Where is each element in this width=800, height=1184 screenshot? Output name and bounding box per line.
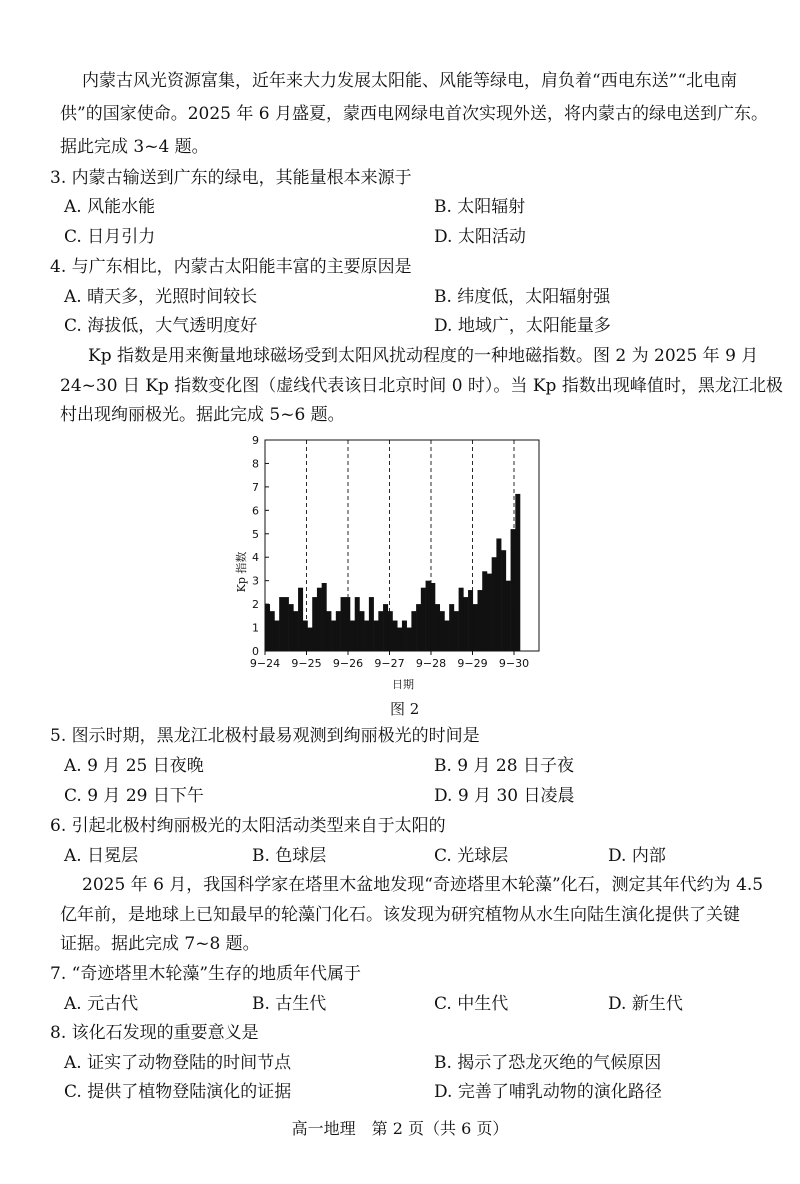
y-tick-label: 1 — [252, 621, 259, 635]
bar — [364, 621, 369, 651]
bar — [378, 611, 383, 651]
question-6-option-c: C. 光球层 — [434, 846, 509, 866]
bar — [279, 597, 284, 651]
question-3-option-d: D. 太阳活动 — [434, 227, 526, 247]
question-4-option-c: C. 海拔低，大气透明度好 — [64, 316, 258, 336]
bar — [293, 611, 298, 651]
x-tick-label: 9−25 — [291, 657, 322, 670]
question-7-option-b: B. 古生代 — [252, 994, 327, 1014]
question-5-option-d: D. 9 月 30 日凌晨 — [434, 786, 575, 806]
question-7-option-a: A. 元古代 — [64, 994, 139, 1014]
y-axis-label: Kp 指数 — [235, 551, 248, 593]
bar — [388, 611, 393, 651]
bar — [284, 597, 289, 651]
y-tick-label: 9 — [252, 434, 259, 447]
y-tick-label: 8 — [252, 457, 259, 471]
intro-1-line-1: 内蒙古风光资源富集，近年来大力发展太阳能、风能等绿电，肩负着“西电东送”“北电南 — [82, 71, 738, 91]
bar — [312, 597, 317, 651]
bar — [308, 628, 313, 651]
question-6-option-d: D. 内部 — [608, 846, 666, 866]
question-3-option-b: B. 太阳辐射 — [434, 197, 526, 217]
x-axis-label: 日期 — [392, 678, 414, 691]
bar — [459, 588, 464, 651]
question-4-stem: 4. 与广东相比，内蒙古太阳能丰富的主要原因是 — [50, 257, 412, 277]
question-8-option-c: C. 提供了植物登陆演化的证据 — [64, 1082, 292, 1102]
bar — [468, 590, 473, 651]
question-8-option-d: D. 完善了哺乳动物的演化路径 — [434, 1082, 662, 1102]
bar — [482, 571, 487, 651]
bar — [374, 621, 379, 651]
bar — [270, 611, 275, 651]
bar — [440, 611, 445, 651]
bar — [487, 574, 492, 651]
question-3-option-a: A. 风能水能 — [64, 197, 156, 217]
bar — [515, 494, 520, 651]
x-tick-label: 9−26 — [332, 657, 364, 670]
intro-1-line-2: 供”的国家使命。2025 年 6 月盛夏，蒙西电网绿电首次实现外送，将内蒙古的绿电送到广东。 — [60, 104, 768, 124]
intro-3-line-2: 亿年前，是地球上已知最早的轮藻门化石。该发现为研究植物从水生向陆生演化提供了关键 — [60, 905, 740, 925]
bar — [326, 611, 331, 651]
kp-index-chart — [225, 432, 555, 692]
bar — [289, 604, 294, 651]
question-3-stem: 3. 内蒙古输送到广东的绿电，其能量根本来源于 — [50, 168, 412, 188]
bar — [492, 557, 497, 651]
bar — [274, 621, 279, 651]
bar — [402, 621, 407, 651]
question-8-stem: 8. 该化石发现的重要意义是 — [50, 1023, 259, 1043]
y-tick-label: 3 — [252, 574, 259, 588]
intro-2-line-2: 24~30 日 Kp 指数变化图（虚线代表该日北京时间 0 时）。当 Kp 指数出现峰值时，黑龙江北极 — [60, 376, 783, 396]
question-6-option-a: A. 日冕层 — [64, 846, 139, 866]
bar — [369, 597, 374, 651]
question-5-option-a: A. 9 月 25 日夜晚 — [64, 756, 204, 776]
question-8-option-b: B. 揭示了恐龙灭绝的气候原因 — [434, 1053, 662, 1073]
bar — [383, 604, 388, 651]
y-tick-label: 2 — [252, 598, 259, 612]
x-tick-label: 9−30 — [498, 657, 530, 670]
question-5-stem: 5. 图示时期，黑龙江北极村最易观测到绚丽极光的时间是 — [50, 726, 480, 746]
intro-2-line-3: 村出现绚丽极光。据此完成 5~6 题。 — [60, 405, 345, 425]
bar — [317, 588, 322, 651]
x-tick-label: 9−27 — [374, 657, 405, 670]
bar — [463, 597, 468, 651]
intro-1-line-3: 据此完成 3~4 题。 — [60, 137, 209, 157]
bar — [416, 604, 421, 651]
bar — [501, 550, 506, 651]
bar — [426, 581, 431, 651]
bar — [331, 621, 336, 651]
question-7-option-c: C. 中生代 — [434, 994, 509, 1014]
x-tick-label: 9−28 — [415, 657, 447, 670]
y-tick-label: 7 — [252, 480, 259, 494]
bar — [350, 621, 355, 651]
intro-2-line-1: Kp 指数是用来衡量地球磁场受到太阳风扰动程度的一种地磁指数。图 2 为 2025 年 9 月 — [88, 346, 759, 366]
bar — [496, 538, 501, 651]
question-3-option-c: C. 日月引力 — [64, 227, 156, 247]
bar — [303, 621, 308, 651]
bar — [397, 628, 402, 651]
question-7-stem: 7. “奇迹塔里木轮藻”生存的地质年代属于 — [50, 964, 362, 984]
bar — [411, 611, 416, 651]
bar — [421, 588, 426, 651]
question-7-option-d: D. 新生代 — [608, 994, 683, 1014]
question-4-option-d: D. 地域广，太阳能量多 — [434, 316, 611, 336]
bar — [454, 611, 459, 651]
bar — [473, 604, 478, 651]
bar — [393, 621, 398, 651]
bar — [435, 604, 440, 651]
bar — [336, 611, 341, 651]
intro-3-line-1: 2025 年 6 月，我国科学家在塔里木盆地发现“奇迹塔里木轮藻”化石，测定其年代约为 4.5 — [82, 875, 764, 895]
y-tick-label: 0 — [252, 645, 259, 658]
question-5-option-c: C. 9 月 29 日下午 — [64, 786, 204, 806]
y-tick-label: 4 — [252, 551, 259, 565]
y-tick-label: 6 — [252, 504, 259, 518]
bar — [478, 590, 483, 651]
bar — [359, 611, 364, 651]
question-8-option-a: A. 证实了动物登陆的时间节点 — [64, 1053, 292, 1073]
figure-caption: 图 2 — [390, 700, 420, 718]
y-tick-label: 5 — [252, 527, 259, 541]
bar — [341, 597, 346, 651]
question-4-option-b: B. 纬度低，太阳辐射强 — [434, 287, 611, 307]
bar — [511, 529, 516, 651]
bar — [322, 583, 327, 651]
bar — [449, 604, 454, 651]
intro-3-line-3: 证据。据此完成 7~8 题。 — [60, 934, 260, 954]
question-6-option-b: B. 色球层 — [252, 846, 327, 866]
question-6-stem: 6. 引起北极村绚丽极光的太阳活动类型来自于太阳的 — [50, 816, 446, 836]
bar — [407, 628, 412, 651]
bar — [444, 621, 449, 651]
bar — [298, 588, 303, 651]
x-tick-label: 9−29 — [457, 657, 488, 670]
question-5-option-b: B. 9 月 28 日子夜 — [434, 756, 574, 776]
question-4-option-a: A. 晴天多，光照时间较长 — [64, 287, 258, 307]
bar — [355, 597, 360, 651]
x-tick-label: 9−24 — [249, 657, 281, 670]
page-footer: 高一地理 第 2 页（共 6 页） — [291, 1119, 509, 1138]
bar — [506, 581, 511, 651]
